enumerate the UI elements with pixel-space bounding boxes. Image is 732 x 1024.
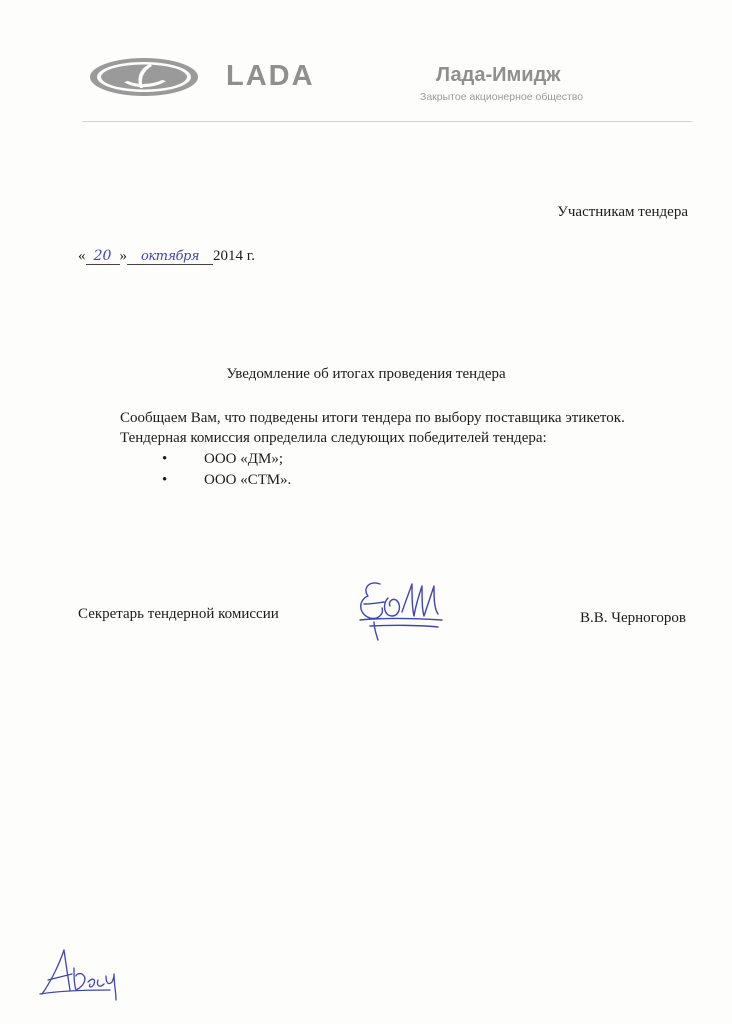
header-divider: [82, 121, 692, 122]
handwritten-initials-icon: [34, 946, 120, 1004]
handwritten-signature-icon: [350, 574, 450, 644]
date-open-quote: «: [78, 248, 86, 264]
signer-name: В.В. Черногоров: [579, 610, 686, 626]
company-name: Лада-Имидж: [436, 64, 561, 86]
body-paragraph: Тендерная комиссия определила следующих победителей тендера:: [120, 430, 547, 446]
date-close-quote: »: [119, 248, 127, 264]
document-body: [78, 408, 688, 491]
body-paragraph: Сообщаем Вам, что подведены итоги тендера по выбору поставщика этикеток.: [120, 410, 625, 426]
company-type: Закрытое акционерное общество: [420, 91, 584, 103]
lada-boat-emblem-icon: [88, 56, 200, 98]
list-item: [78, 470, 688, 491]
brand-wordmark: LADA: [226, 60, 315, 92]
winners-list: [78, 449, 688, 491]
winner-name: ООО «СТМ».: [204, 472, 292, 488]
date-month: октября: [127, 249, 213, 265]
date-year: 2014 г.: [213, 248, 255, 264]
document-title: Уведомление об итогах проведения тендера: [226, 366, 506, 382]
date-day: 20: [86, 248, 120, 265]
bullet: •: [162, 451, 168, 467]
list-item: [78, 449, 688, 470]
winner-name: ООО «ДМ»;: [204, 451, 283, 467]
letter-date: [78, 248, 255, 265]
bullet: •: [162, 472, 168, 488]
signer-role: Секретарь тендерной комиссии: [78, 606, 279, 622]
addressee: Участникам тендера: [557, 204, 688, 220]
